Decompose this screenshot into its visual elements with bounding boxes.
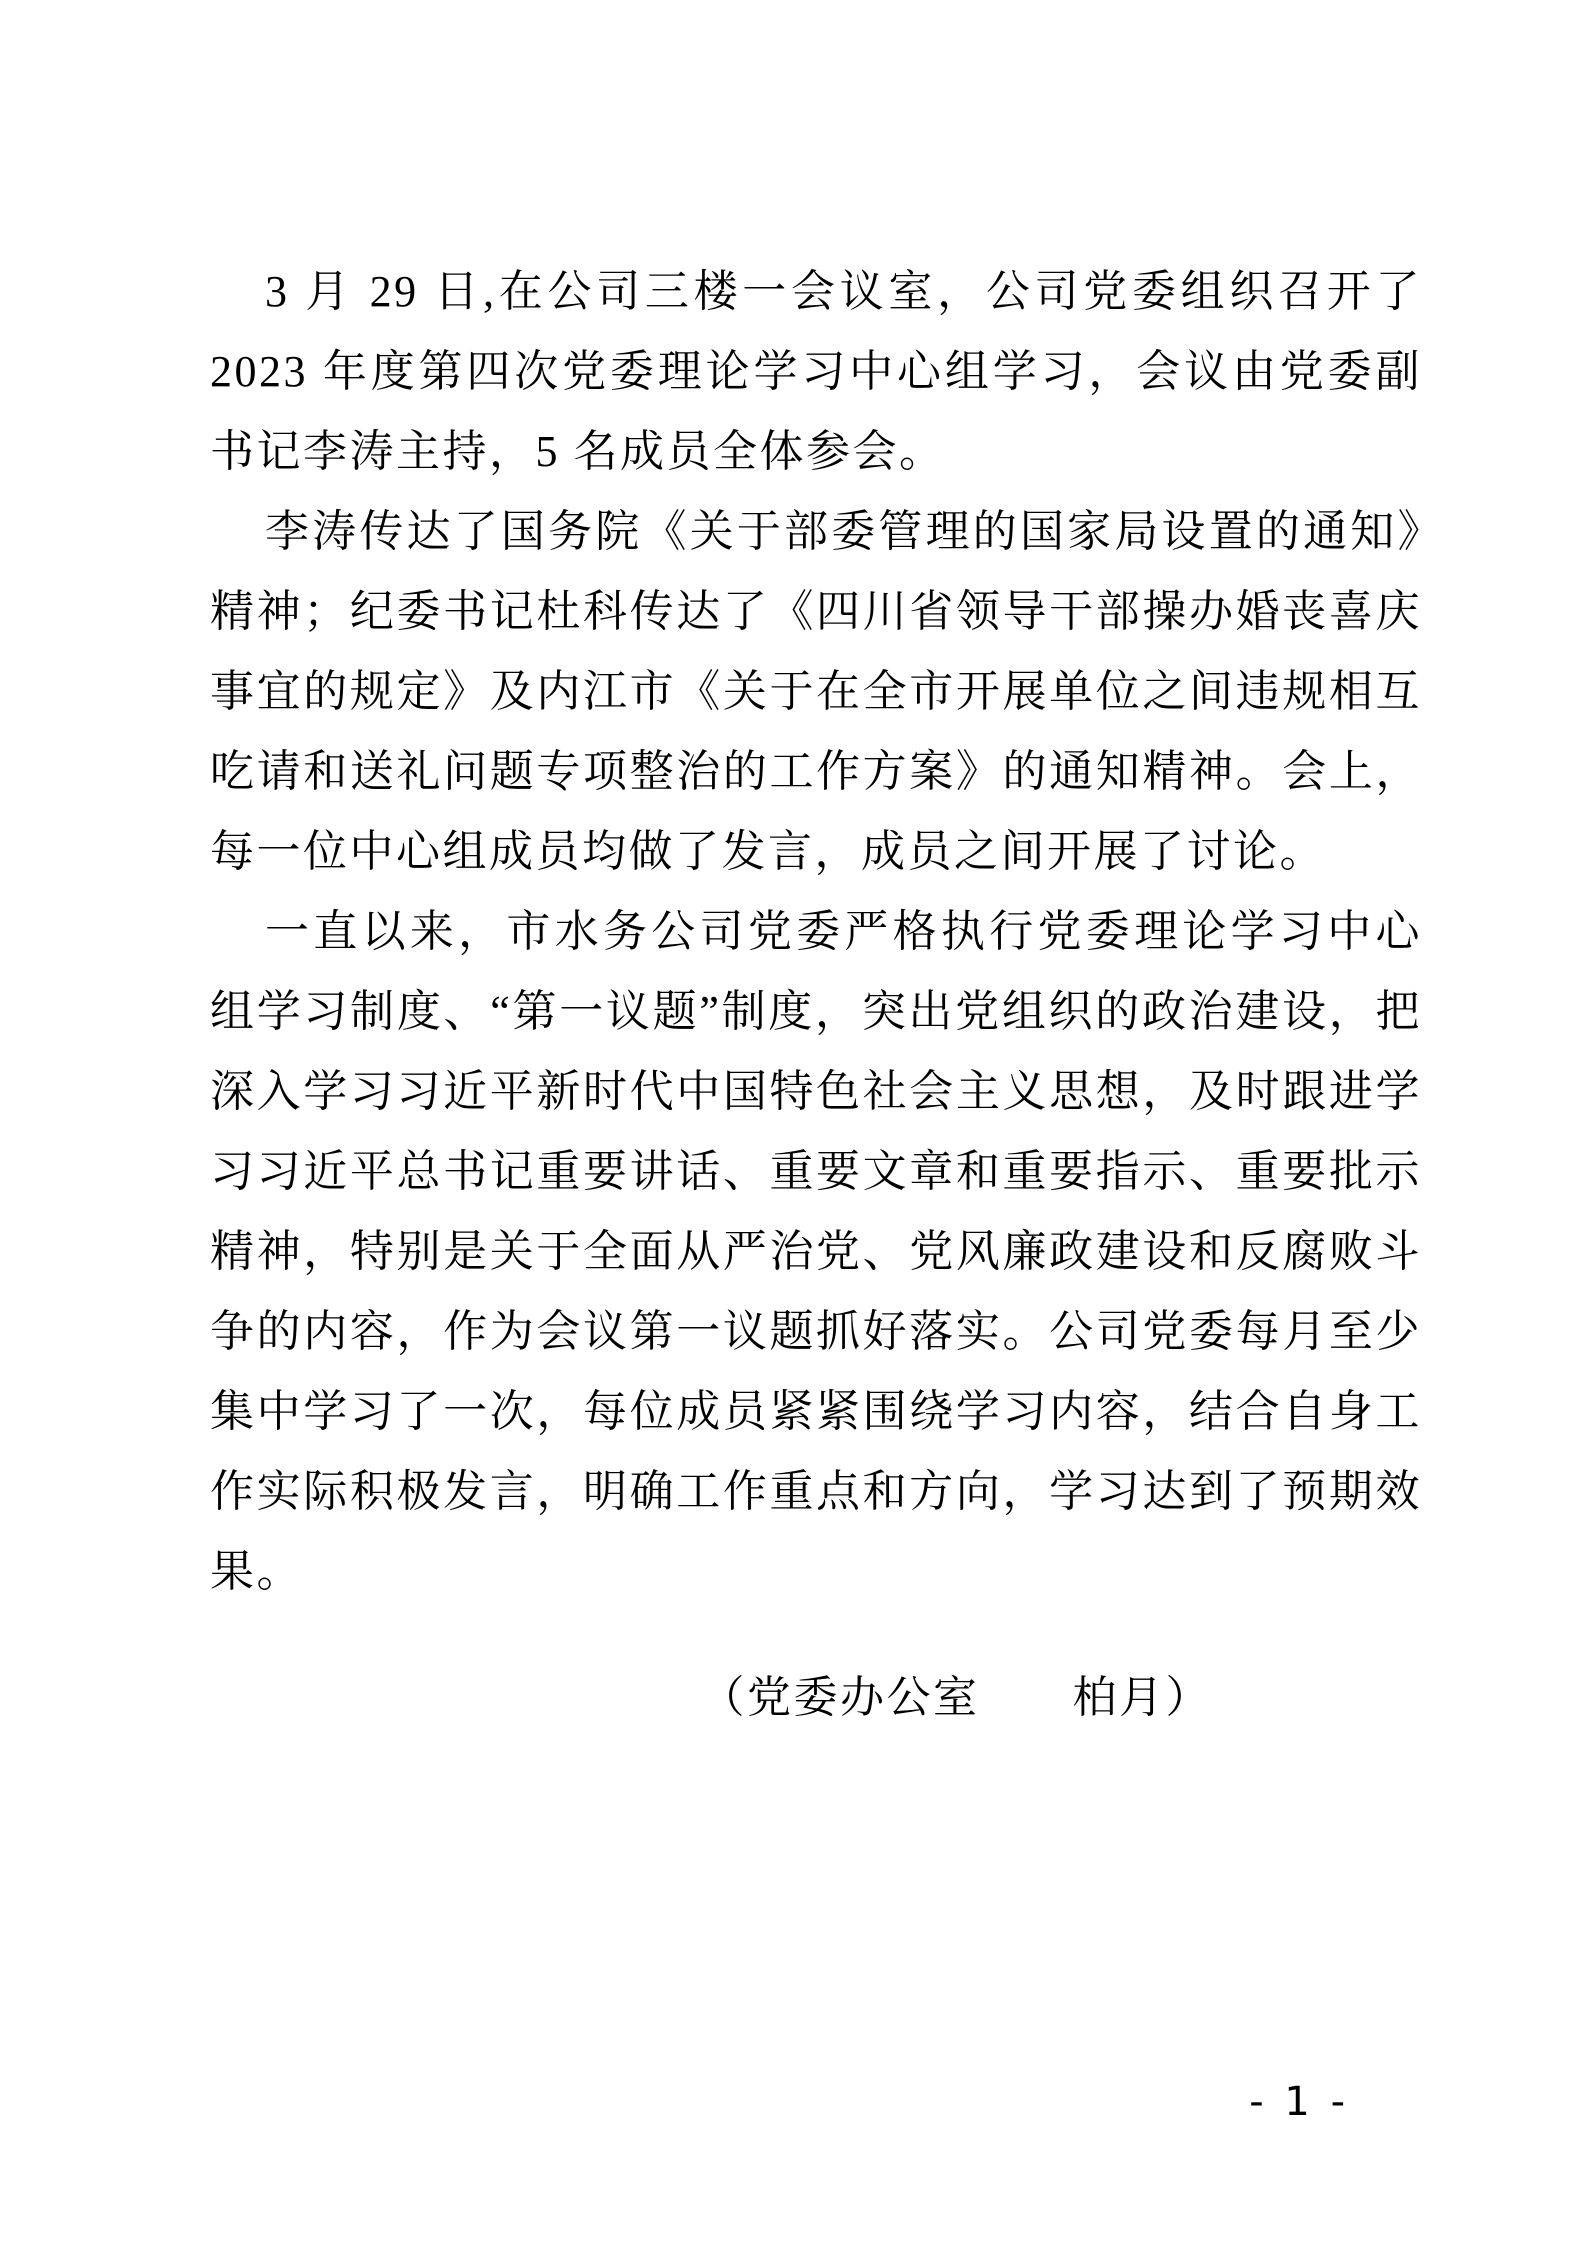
page-number: - 1 - (1249, 2079, 1349, 2125)
paragraph-meeting-proceedings: 李涛传达了国务院《关于部委管理的国家局设置的通知》精神；纪委书记杜科传达了《四川省领导干部操办婚丧喜庆事宜的规定》及内江市《关于在全市开展单位之间违规相互吃请和送礼问题专项整治的工作方案》的通知精神。会上，每一位中心组成员均做了发言，成员之间开展了讨论。 (210, 507, 1422, 876)
paragraph-meeting-intro: 3 月 29 日,在公司三楼一会议室，公司党委组织召开了 2023 年度第四次党委理论学习中心组学习，会议由党委副书记李涛主持，5 名成员全体参会。 (210, 267, 1422, 476)
paragraph-summary: 一直以来，市水务公司党委严格执行党委理论学习中心组学习制度、“第一议题”制度，突出党组织的政治建设，把深入学习习近平新时代中国特色社会主义思想，及时跟进学习习近平总书记重要讲话、重要文章和重要指示、重要批示精神，特别是关于全面从严治党、党风廉政建设和反腐败斗争的内容，作为会议第一议题抓好落实。公司党委每月至少集中学习了一次，每位成员紧紧围绕学习内容，结合自身工作实际积极发言，明确工作重点和方向，学习达到了预期效果。 (210, 907, 1422, 1596)
signature-line: （党委办公室 柏月） (700, 1673, 1212, 1722)
document-body (210, 252, 1422, 1738)
